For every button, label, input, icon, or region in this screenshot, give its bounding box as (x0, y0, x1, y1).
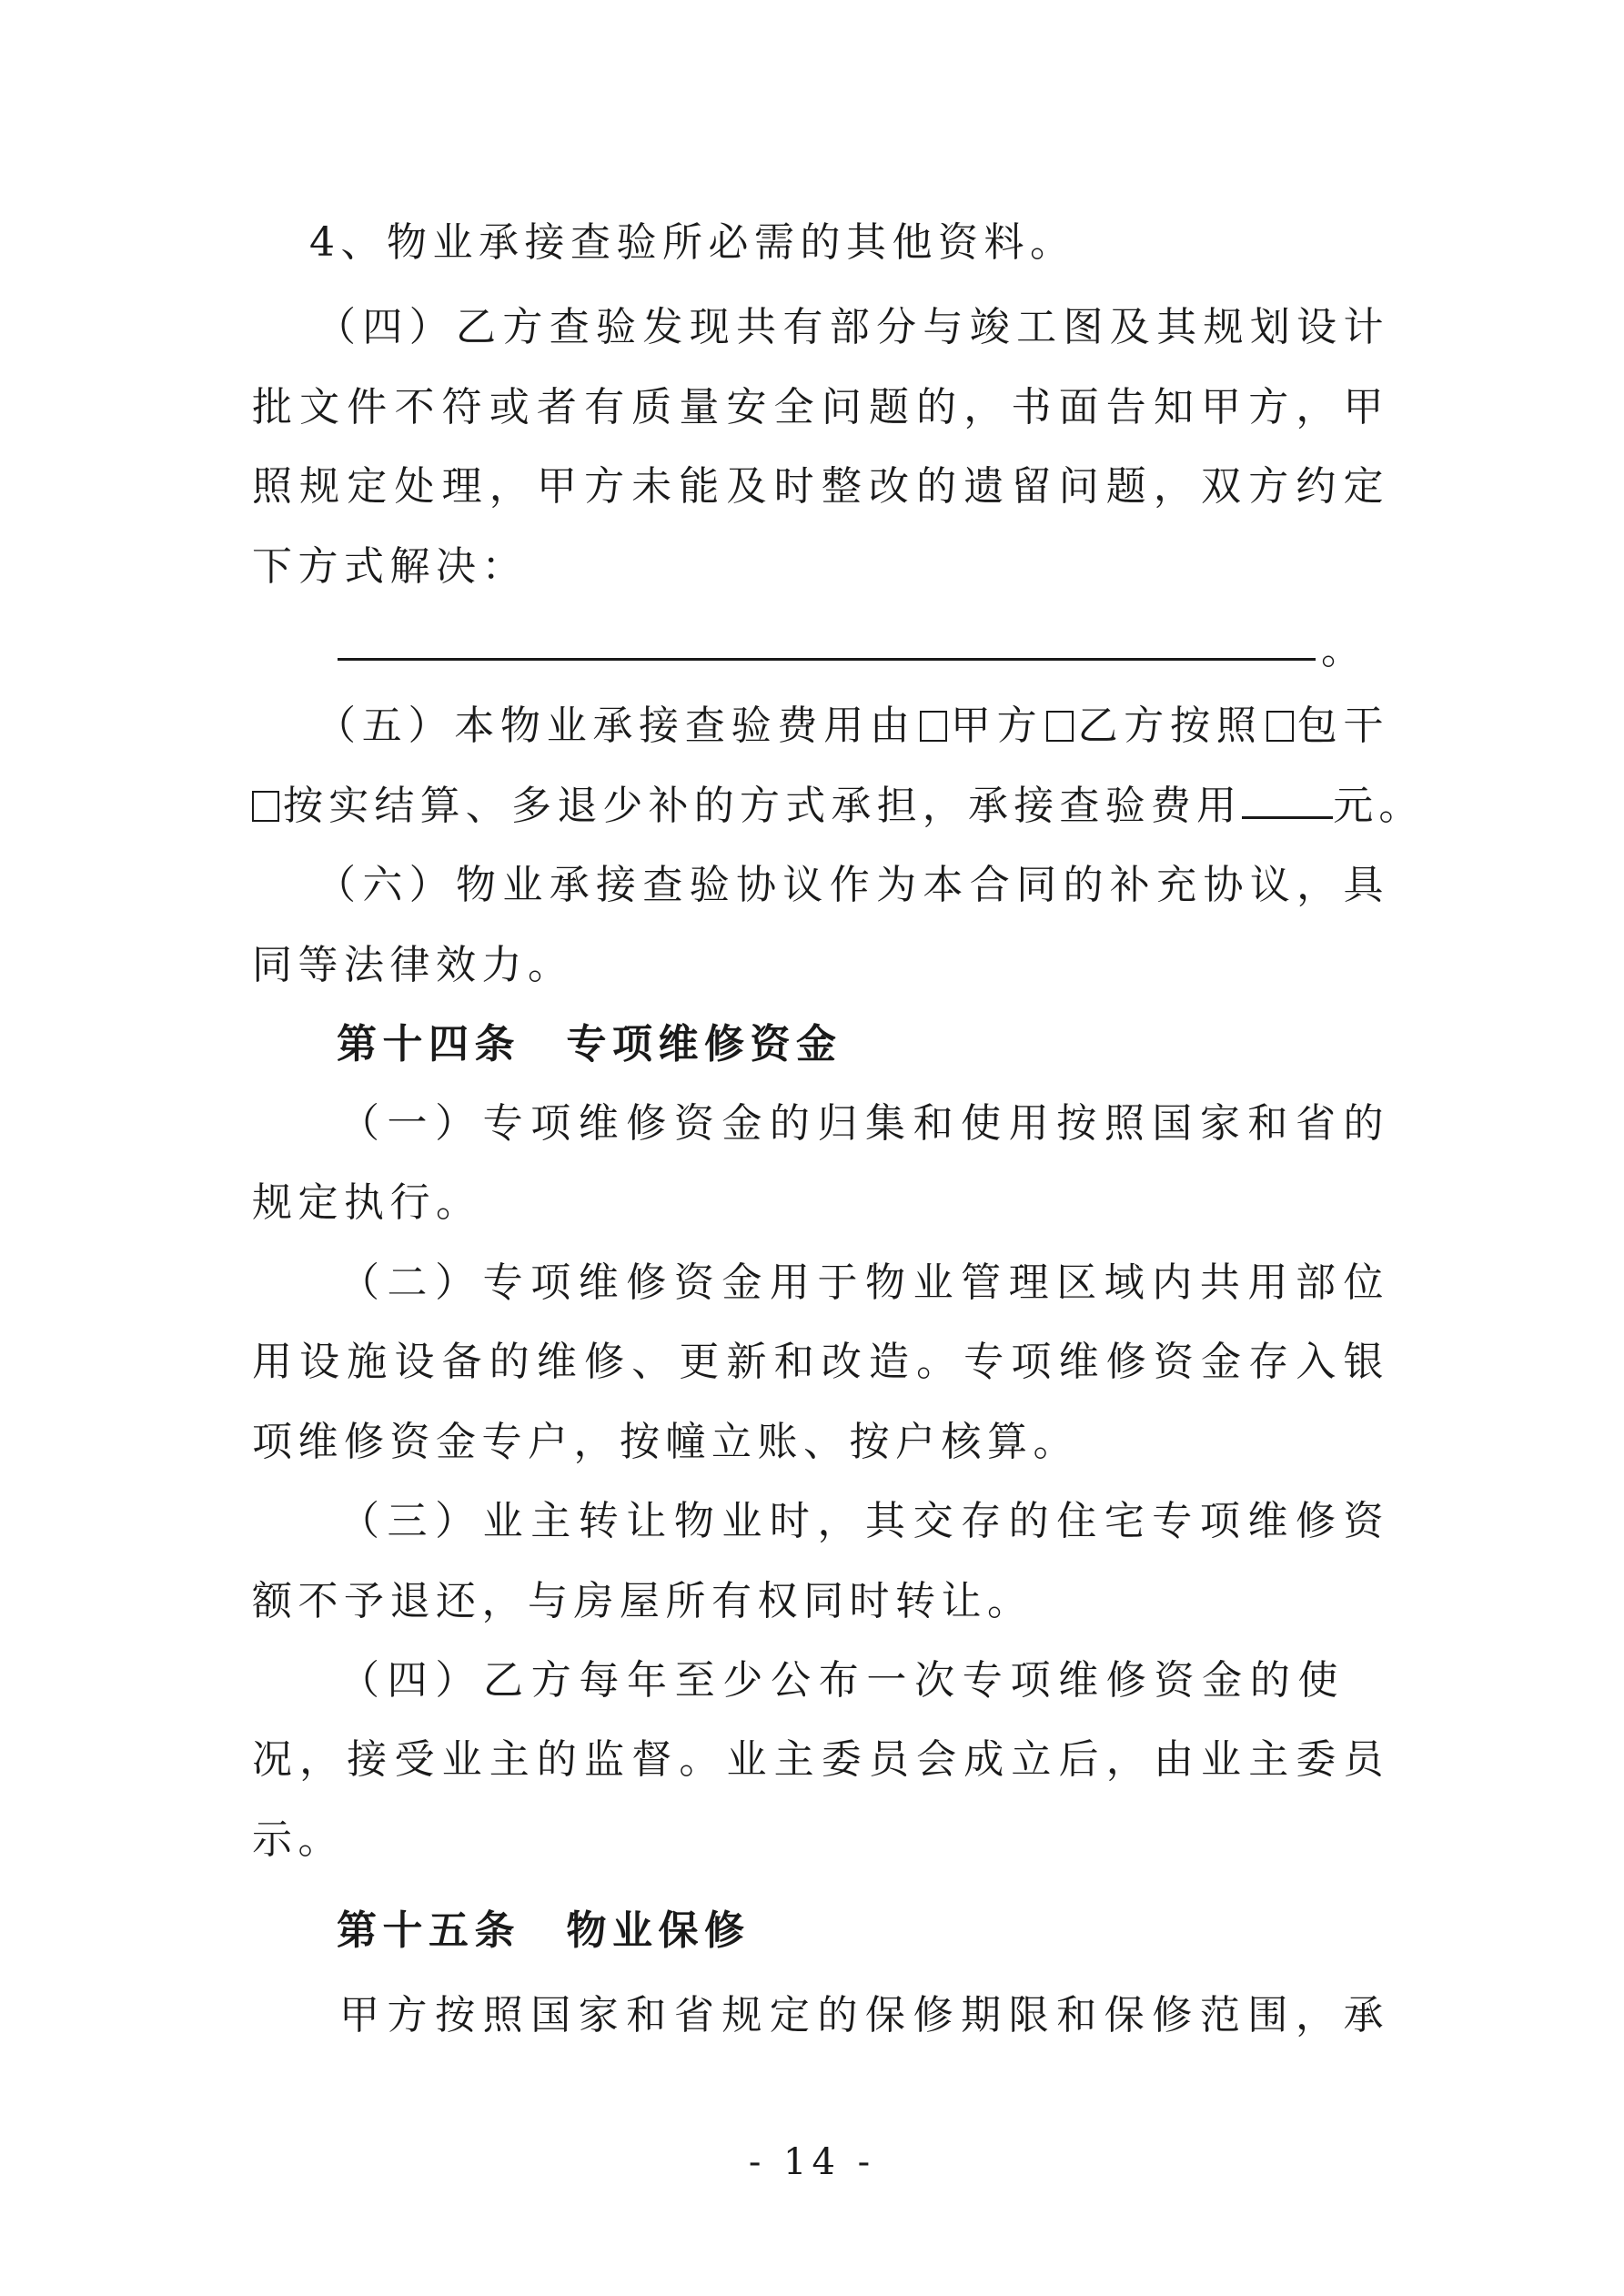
article-14-para-3-line-1: （三）业主转让物业时，其交存的住宅专项维修资 (339, 1498, 1389, 1544)
paragraph-5-line-1 (252, 699, 1389, 754)
paragraph-5-text-c: 乙方按照 (1077, 703, 1263, 749)
paragraph-5-text-d: 包干 (1296, 703, 1389, 749)
article-14-para-4-line-2: 况，接受业主的监督。业主委员会成立后，由业主委员 (252, 1736, 1389, 1783)
article-14-para-2-line-1: （二）专项维修资金用于物业管理区域内共用部位 (339, 1259, 1389, 1306)
list-item-4: 4、物业承接查验所必需的其他资料。 (309, 219, 1076, 266)
fill-in-blank-period: 。 (1321, 627, 1361, 673)
checkbox-party-a[interactable] (920, 711, 947, 742)
article-14-para-1-line-2: 规定执行。 (252, 1179, 482, 1226)
checkbox-party-b[interactable] (1046, 711, 1074, 742)
checkbox-actual-settlement[interactable] (252, 791, 279, 822)
paragraph-6-line-1: （六）物业承接查验协议作为本合同的补充协议，具 (316, 862, 1389, 908)
paragraph-5-text-f: 元。 (1333, 783, 1425, 829)
page-number: - 14 - (748, 2141, 876, 2183)
article-14-para-4-line-1: （四）乙方每年至少公布一次专项维修资金的使 (339, 1657, 1344, 1704)
article-14-heading: 第十四条 专项维修资金 (337, 1021, 842, 1067)
checkbox-lump-sum[interactable] (1266, 711, 1294, 742)
article-14-para-2-line-2: 用设施设备的维修、更新和改造。专项维修资金存入银 (252, 1339, 1389, 1385)
article-14-para-1-line-1: （一）专项维修资金的归集和使用按照国家和省的 (339, 1100, 1389, 1147)
article-15-para-1-line-1: 甲方按照国家和省规定的保修期限和保修范围，承 (339, 1992, 1389, 2038)
paragraph-5-line-2 (252, 779, 1425, 834)
article-14-para-4-line-3: 示。 (252, 1816, 344, 1863)
paragraph-4-line-4: 下方式解决： (252, 543, 528, 590)
fee-amount-blank[interactable] (1242, 780, 1333, 819)
paragraph-6-line-2: 同等法律效力。 (252, 942, 574, 988)
paragraph-4-line-1: （四）乙方查验发现共有部分与竣工图及其规划设计 (316, 304, 1389, 350)
paragraph-5-text-a: （五）本物业承接查验费用由 (316, 703, 916, 749)
paragraph-5-text-b: 甲方 (950, 703, 1044, 749)
fill-in-blank-line (338, 658, 1316, 661)
paragraph-4-line-3: 照规定处理，甲方未能及时整改的遗留问题，双方约定 (252, 463, 1389, 510)
article-14-para-3-line-2: 额不予退还，与房屋所有权同时转让。 (252, 1578, 1034, 1624)
paragraph-4-line-2: 批文件不符或者有质量安全问题的，书面告知甲方，甲 (252, 384, 1389, 430)
article-14-para-2-line-3: 项维修资金专户，按幢立账、按户核算。 (252, 1419, 1079, 1465)
article-15-heading: 第十五条 物业保修 (337, 1907, 751, 1954)
paragraph-5-text-e: 按实结算、多退少补的方式承担，承接查验费用 (283, 783, 1243, 829)
